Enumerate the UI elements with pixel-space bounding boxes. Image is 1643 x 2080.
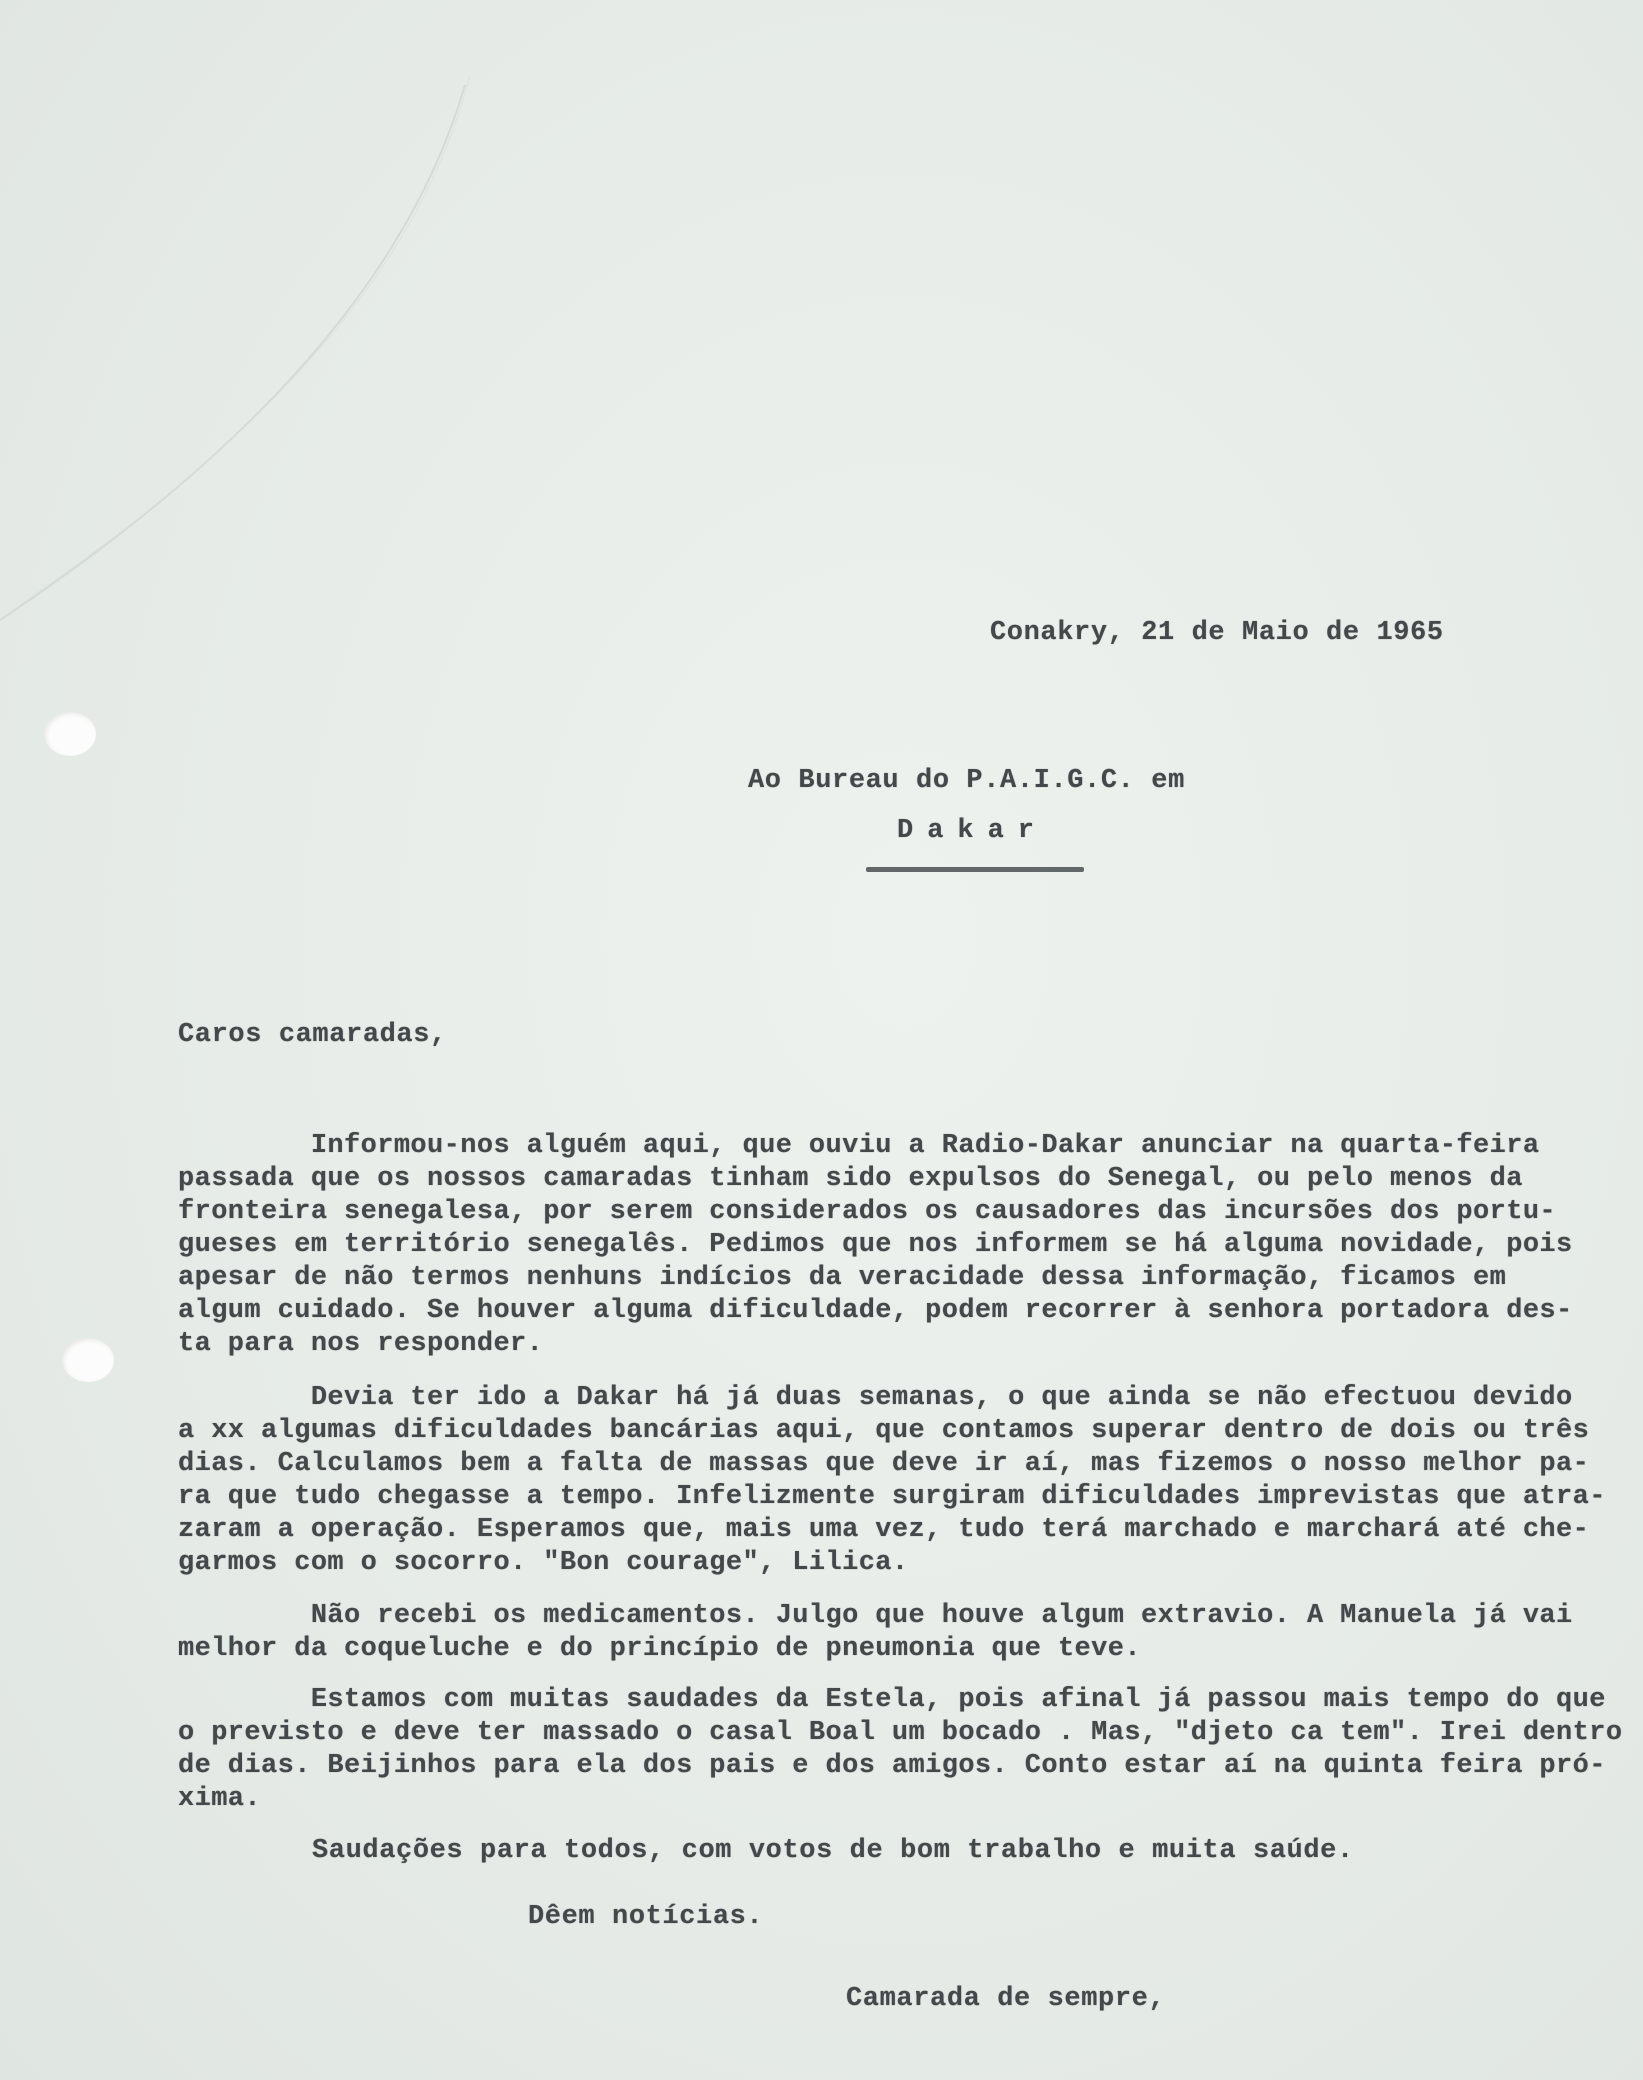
body-paragraph-3 <box>178 1600 1618 1666</box>
city-heading: Dakar <box>897 816 1049 846</box>
text-line: fronteira senegalesa, por serem considerados os causadores das incursões dos portu- <box>178 1197 1557 1227</box>
signoff: Camarada de sempre, <box>846 1984 1166 2014</box>
body-paragraph-2 <box>178 1382 1618 1580</box>
text-line: de dias. Beijinhos para ela dos pais e dos amigos. Conto estar aí na quinta feira pró- <box>178 1751 1606 1781</box>
addressee: Ao Bureau do P.A.I.G.C. em <box>748 766 1185 796</box>
text-line: Não recebi os medicamentos. Julgo que houve algum extravio. A Manuela já vai <box>178 1601 1573 1631</box>
closing-greeting: Saudações para todos, com votos de bom trabalho e muita saúde. <box>312 1836 1354 1866</box>
closing-request: Dêem notícias. <box>528 1902 764 1932</box>
text-line: a xx algumas dificuldades bancárias aqui, que contamos superar dentro de dois ou três <box>178 1416 1590 1446</box>
text-line: xima. <box>178 1784 262 1814</box>
text-line: Devia ter ido a Dakar há já duas semanas, o que ainda se não efectuou devido <box>178 1383 1573 1413</box>
text-line: Informou-nos alguém aqui, que ouviu a Radio-Dakar anunciar na quarta-feira <box>178 1131 1540 1161</box>
body-paragraph-1 <box>178 1130 1618 1361</box>
text-line: garmos com o socorro. "Bon courage", Lilica. <box>178 1548 909 1578</box>
text-line: o previsto e deve ter massado o casal Boal um bocado . Mas, "djeto ca tem". Irei dentro <box>178 1718 1623 1748</box>
city-underline <box>866 867 1084 872</box>
text-line: apesar de não termos nenhuns indícios da veracidade dessa informação, ficamos em <box>178 1263 1507 1293</box>
text-line: ra que tudo chegasse a tempo. Infelizmente surgiram dificuldades imprevistas que atra- <box>178 1482 1606 1512</box>
text-line: Estamos com muitas saudades da Estela, pois afinal já passou mais tempo do que <box>178 1685 1606 1715</box>
text-line: dias. Calculamos bem a falta de massas que deve ir aí, mas fizemos o nosso melhor pa- <box>178 1449 1590 1479</box>
body-paragraph-4 <box>178 1684 1623 1816</box>
salutation: Caros camaradas, <box>178 1020 447 1050</box>
text-line: melhor da coqueluche e do princípio de pneumonia que teve. <box>178 1634 1141 1664</box>
text-line: ta para nos responder. <box>178 1329 544 1359</box>
punch-hole-bottom <box>62 1338 114 1382</box>
text-line: algum cuidado. Se houver alguma dificuldade, podem recorrer à senhora portadora des- <box>178 1296 1573 1326</box>
text-line: zaram a operação. Esperamos que, mais uma vez, tudo terá marchado e marchará até che- <box>178 1515 1590 1545</box>
date-line: Conakry, 21 de Maio de 1965 <box>990 618 1444 648</box>
text-line: gueses em território senegalês. Pedimos que nos informem se há alguma novidade, pois <box>178 1230 1573 1260</box>
punch-hole-top <box>44 712 96 756</box>
text-line: passada que os nossos camaradas tinham sido expulsos do Senegal, ou pelo menos da <box>178 1164 1523 1194</box>
